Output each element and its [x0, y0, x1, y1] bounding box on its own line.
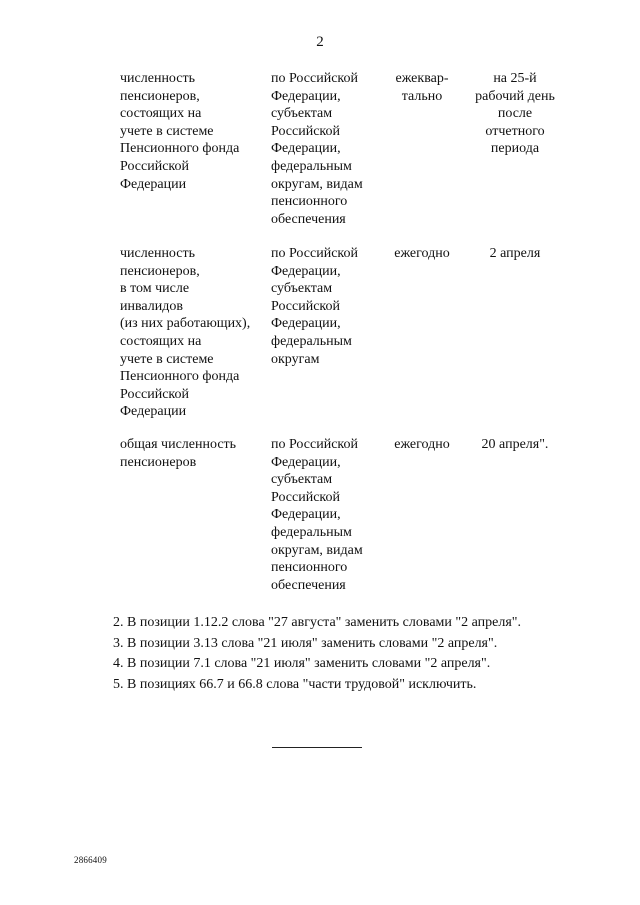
amendments-list: [113, 613, 521, 695]
level-line: субъектам: [271, 472, 333, 488]
level-line: Российской: [271, 489, 340, 505]
deadline-line: после: [497, 106, 533, 122]
deadline-line: 20 апреля".: [481, 437, 549, 452]
indicator-line: Российской: [120, 386, 189, 402]
amendment-item: 5. В позициях 66.7 и 66.8 слова "части трудовой" исключить.: [113, 676, 477, 692]
deadline-line: отчетного: [485, 123, 545, 139]
indicator-line: Федерации: [120, 176, 187, 192]
end-separator-line: [272, 747, 362, 748]
indicator-line: состоящих на: [120, 106, 202, 122]
period-cell: [383, 70, 461, 105]
period-line: тально: [401, 88, 443, 104]
deadline-cell: [463, 70, 567, 158]
period-cell: [383, 245, 461, 263]
indicator-line: в том числе: [120, 281, 190, 297]
amendment-item: 4. В позиции 7.1 слова "21 июля" заменить словами "2 апреля".: [113, 656, 491, 671]
deadline-cell: [463, 436, 567, 454]
indicator-line: учете в системе: [120, 123, 214, 139]
level-line: Федерации,: [271, 88, 341, 104]
level-line: субъектам: [271, 281, 333, 297]
deadline-line: рабочий день: [475, 88, 555, 104]
period-line: ежеквар-: [395, 71, 449, 86]
indicator-line: Пенсионного фонда: [120, 141, 240, 157]
level-line: округам: [271, 351, 320, 367]
indicator-line: состоящих на: [120, 333, 202, 349]
page-number: 2: [316, 34, 324, 50]
indicator-cell: [120, 70, 270, 193]
level-line: пенсионного: [271, 194, 348, 210]
level-line: по Российской: [271, 246, 358, 261]
level-line: округам, видам: [271, 176, 363, 192]
indicator-line: численность: [120, 71, 195, 86]
level-line: Российской: [271, 123, 340, 139]
level-line: Федерации,: [271, 141, 341, 157]
indicator-line: численность: [120, 246, 195, 261]
level-line: пенсионного: [271, 560, 348, 576]
indicator-line: пенсионеров,: [120, 88, 200, 104]
indicator-line: пенсионеров,: [120, 263, 200, 279]
period-line: ежегодно: [394, 246, 450, 261]
document-code: 2866409: [74, 855, 107, 865]
level-line: Федерации,: [271, 263, 341, 279]
level-line: федеральным: [271, 524, 352, 540]
level-line: субъектам: [271, 106, 333, 122]
level-line: Федерации,: [271, 454, 341, 470]
indicator-line: пенсионеров: [120, 454, 197, 470]
level-line: по Российской: [271, 437, 358, 452]
level-line: федеральным: [271, 158, 352, 174]
indicator-line: (из них работающих),: [120, 316, 251, 332]
level-cell: [271, 70, 386, 228]
deadline-line: периода: [490, 141, 540, 157]
level-cell: [271, 436, 386, 594]
level-line: обеспечения: [271, 577, 346, 593]
indicator-line: общая численность: [120, 437, 237, 452]
indicator-cell: [120, 436, 270, 471]
period-line: ежегодно: [394, 437, 450, 452]
level-line: федеральным: [271, 333, 352, 349]
indicator-line: Федерации: [120, 404, 187, 420]
amendment-item: 2. В позиции 1.12.2 слова "27 августа" заменить словами "2 апреля".: [113, 615, 521, 630]
deadline-cell: [463, 245, 567, 263]
indicator-cell: [120, 245, 270, 421]
level-line: по Российской: [271, 71, 358, 86]
indicator-line: Пенсионного фонда: [120, 369, 240, 385]
indicator-line: Российской: [120, 158, 189, 174]
level-line: Федерации,: [271, 316, 341, 332]
amendment-item: 3. В позиции 3.13 слова "21 июля" заменить словами "2 апреля".: [113, 635, 498, 651]
level-line: Федерации,: [271, 507, 341, 523]
indicator-line: учете в системе: [120, 351, 214, 367]
level-line: обеспечения: [271, 211, 346, 227]
level-cell: [271, 245, 386, 368]
indicator-line: инвалидов: [120, 298, 183, 314]
level-line: округам, видам: [271, 542, 363, 558]
level-line: Российской: [271, 298, 340, 314]
deadline-line: на 25-й: [493, 71, 537, 86]
deadline-line: 2 апреля: [489, 246, 541, 261]
period-cell: [383, 436, 461, 454]
